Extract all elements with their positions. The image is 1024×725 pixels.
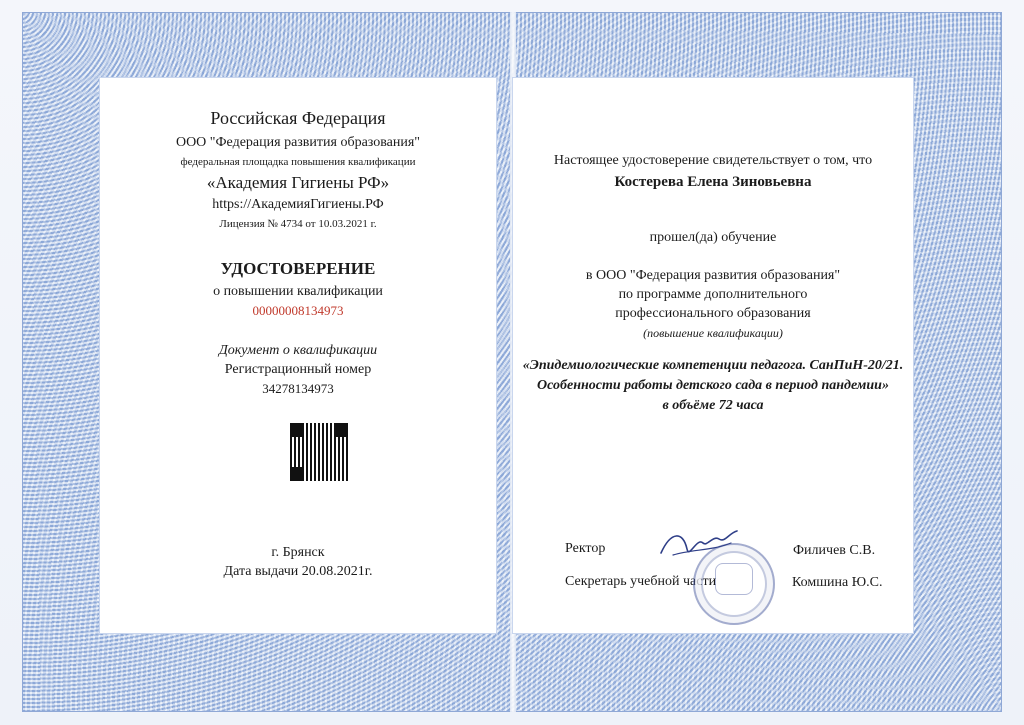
program-line: профессионального образования (615, 306, 811, 321)
passed-text: прошел(да) обучение (649, 230, 777, 245)
course-volume: в объёме 72 часа (662, 398, 764, 413)
right-page (513, 78, 913, 633)
course-title-line: «Эпидемиологические компетенции педагога. СанПиН-20/21. (522, 358, 904, 373)
signature-icon (653, 525, 743, 565)
course-title-line: Особенности работы детского сада в период пандемии» (537, 378, 889, 393)
registration-label: Регистрационный номер (224, 362, 372, 377)
secretary-name: Комшина Ю.С. (792, 575, 883, 590)
program-type: (повышение квалификации) (643, 326, 783, 340)
qualification-line: о повышении квалификации (213, 284, 383, 299)
issue-date: Дата выдачи 20.08.2021г. (223, 564, 373, 579)
seal-emblem-icon (715, 563, 753, 595)
program-line: по программе дополнительного (618, 287, 808, 302)
academy-name: «Академия Гигиены РФ» (206, 173, 390, 192)
left-page (100, 78, 496, 633)
recipient-name: Костерева Елена Зиновьевна (614, 174, 812, 190)
license-line: Лицензия № 4734 от 10.03.2021 г. (219, 218, 377, 230)
rector-name: Филичев С.В. (793, 543, 876, 558)
organization-name: ООО "Федерация развития образования" (175, 135, 421, 150)
registration-number: 34278134973 (262, 381, 334, 396)
certificate-number: 00000008134973 (252, 303, 344, 318)
program-org-line: в ООО "Федерация развития образования" (585, 268, 841, 283)
platform-line: федеральная площадка повышения квалификации (180, 156, 416, 168)
lead-text: Настоящее удостоверение свидетельствует о том, что (553, 153, 873, 168)
issue-city: г. Брянск (271, 545, 325, 560)
document-type: Документ о квалификации (218, 343, 378, 358)
secretary-label: Секретарь учебной части (565, 574, 717, 589)
document-title: УДОСТОВЕРЕНИЕ (220, 259, 376, 278)
qr-code-icon (290, 423, 348, 481)
rector-label: Ректор (565, 541, 606, 556)
country-title: Российская Федерация (210, 108, 386, 128)
website-url: https://АкадемияГигиены.РФ (212, 197, 384, 212)
